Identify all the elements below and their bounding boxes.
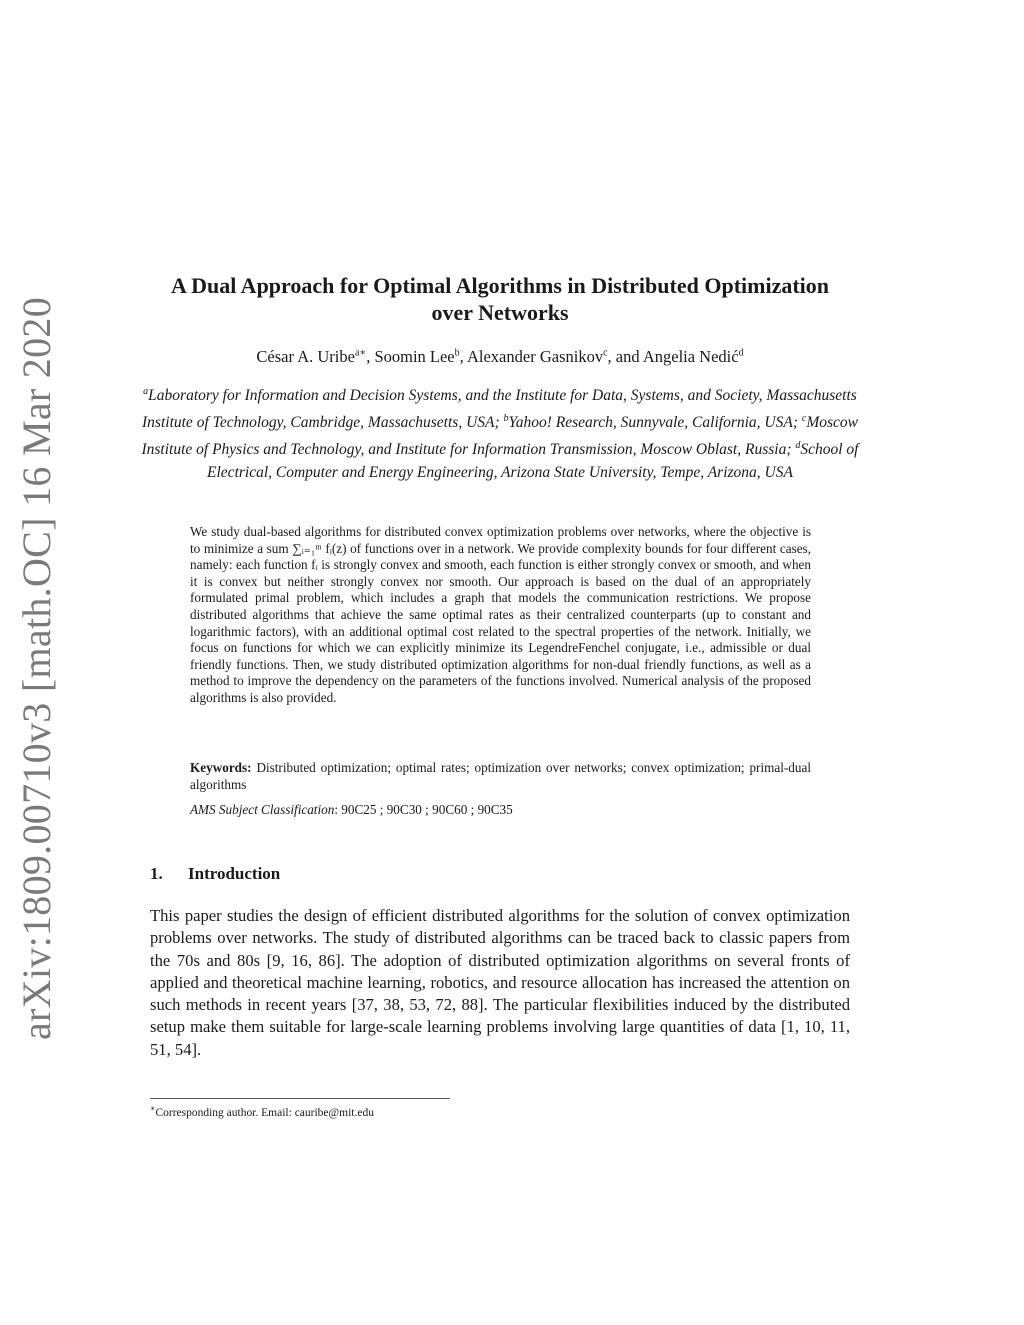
affiliation-text: Yahoo! Research, Sunnyvale, California, USA;	[508, 414, 798, 432]
introduction-paragraph: This paper studies the design of efficient distributed algorithms for the solution of convex optimization problems over networks. The study of distributed algorithms can be traced back to classic papers from the 70s and 80s [9, 16, 86]. The adoption of distributed optimization algorithms on several fronts of applied and theoretical machine learning, robotics, and resource allocation has increased the attention on such methods in recent years [37, 38, 53, 72, 88]. The particular flexibilities induced by the distributed setup make them suitable for large-scale learning problems involving large quantities of data [1, 10, 11, 51, 54].	[150, 906, 850, 1059]
affiliation-text: School of Electrical, Computer and Energy Engineering, Arizona State University, Tempe, Arizona, USA	[207, 441, 859, 482]
footnote-mark: ∗	[150, 1104, 156, 1113]
keywords-text: Distributed optimization; optimal rates; optimization over networks; convex optimization; primal-dual algorithms	[190, 760, 811, 792]
arxiv-stamp	[6, 296, 66, 1040]
affiliation-mark: b	[503, 413, 509, 425]
keywords	[190, 760, 811, 793]
footnote	[150, 1104, 850, 1119]
ams-classification	[190, 802, 811, 818]
author-name: Alexander Gasnikov	[466, 347, 604, 366]
arxiv-stamp-text: arXiv:1809.00710v3 [math.OC] 16 Mar 2020	[13, 296, 59, 1040]
abstract: We study dual-based algorithms for distributed convex optimization problems over networks, where the objective is to minimize a sum ∑ᵢ₌₁ᵐ fᵢ(z) of functions over in a network. We provide complexity bounds for four different cases, namely: each function fᵢ is strongly convex and smooth, each function is either strongly convex or smooth, and when it is convex but neither strongly convex nor smooth. Our approach is based on the dual of an appropriately formulated primal problem, which includes a graph that models the communication restrictions. We propose distributed algorithms that achieve the same optimal rates as their centralized counterparts (up to constant and logarithmic factors), with an additional optimal cost related to the spectral properties of the network. Initially, we focus on functions for which we can explicitly minimize its LegendreFenchel conjugate, i.e., admissible or dual friendly functions. Then, we study distributed optimization algorithms for non-dual friendly functions, as well as a method to improve the dependency on the parameters of the functions involved. Numerical analysis of the proposed algorithms is also provided.	[190, 524, 811, 705]
author-mark: c	[603, 347, 608, 359]
paper-title: A Dual Approach for Optimal Algorithms in Distributed Optimization over Networks	[170, 273, 830, 325]
affiliation-mark: a	[143, 386, 149, 397]
affiliations	[140, 380, 860, 484]
affiliation-mark: c	[801, 413, 807, 425]
ams-codes: : 90C25 ; 90C30 ; 90C60 ; 90C35	[334, 802, 513, 817]
section-number: 1.	[150, 864, 163, 883]
author-name: Soomin Lee	[374, 347, 455, 366]
author-list: César A. Uribe$^{a∗}$, Soomin Lee$^b$, Alexander Gasnikov$^c$, and Angelia Nedić$^d$	[256, 347, 744, 366]
section-title: Introduction	[188, 864, 281, 883]
affiliation-text: Laboratory for Information and Decision Systems, and the Institute for Data, Systems, and Society, Massachusetts Institute of Technology, Cambridge, Massachusetts, USA;	[142, 387, 857, 432]
affiliation-text: Moscow Institute of Physics and Technology, and Institute for Information Transmission, Moscow Oblast, Russia;	[141, 414, 858, 459]
footnote-divider	[150, 1098, 450, 1099]
section-heading	[150, 864, 280, 884]
author-mark: a∗	[354, 347, 367, 359]
ams-label: AMS Subject Classification	[190, 802, 335, 817]
keywords-label: Keywords:	[190, 760, 252, 775]
author-name: César A. Uribe	[256, 347, 355, 366]
author-mark: d	[738, 347, 744, 359]
author-name: Angelia Nedić	[642, 347, 739, 366]
footnote-text: Corresponding author. Email: cauribe@mit.edu	[155, 1106, 374, 1119]
affiliation-mark: d	[795, 440, 801, 452]
author-mark: b	[454, 347, 460, 359]
